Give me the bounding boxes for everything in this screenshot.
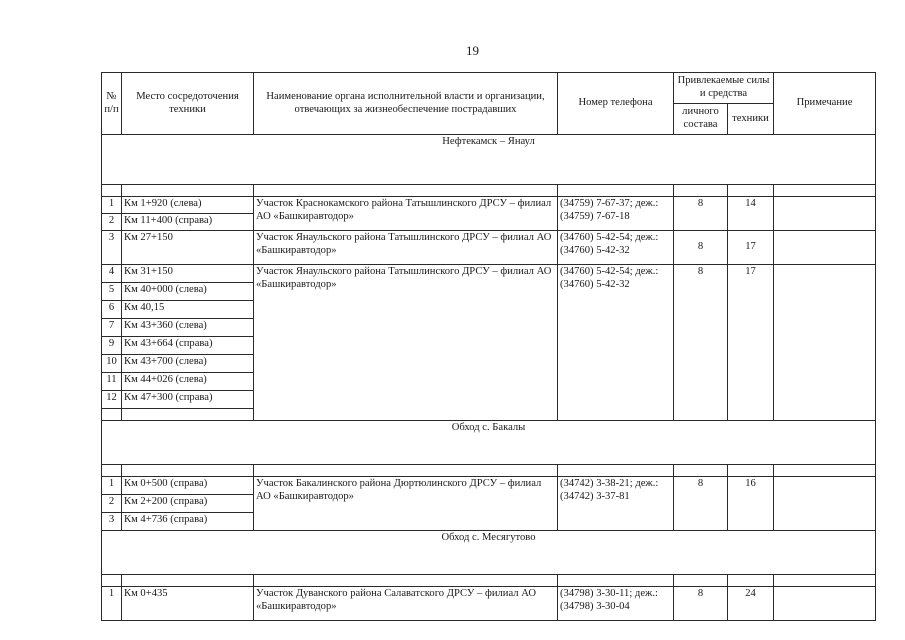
row-phone: (34760) 5-42-54; деж.: (34760) 5-42-32 xyxy=(558,231,674,265)
row-organization: Участок Краснокамского района Татышлинского ДРСУ – филиал АО «Башкиравтодор» xyxy=(254,197,558,231)
row-personnel: 8 xyxy=(674,197,728,231)
row-number: 7 xyxy=(102,319,122,337)
section-header xyxy=(102,135,876,185)
row-place: Км 40+000 (слева) xyxy=(122,283,254,301)
row-number: 11 xyxy=(102,373,122,391)
row-number: 2 xyxy=(102,495,122,513)
row-place: Км 47+300 (справа) xyxy=(122,391,254,409)
section-header xyxy=(102,531,876,575)
row-number: 10 xyxy=(102,355,122,373)
section-title: Обход с. Месягутово xyxy=(102,531,876,575)
row-equipment: 24 xyxy=(728,587,774,621)
row-note xyxy=(774,231,876,265)
row-number: 9 xyxy=(102,337,122,355)
row-note xyxy=(774,587,876,621)
page-number: 19 xyxy=(466,43,479,58)
row-note xyxy=(774,197,876,231)
header-note: Примечание xyxy=(774,73,876,135)
row-personnel: 8 xyxy=(674,477,728,531)
row-number: 1 xyxy=(102,477,122,495)
row-number: 5 xyxy=(102,283,122,301)
table-row xyxy=(102,265,876,283)
row-equipment: 16 xyxy=(728,477,774,531)
row-number: 3 xyxy=(102,513,122,531)
row-personnel: 8 xyxy=(674,587,728,621)
row-place: Км 1+920 (слева) xyxy=(122,197,254,214)
row-place: Км 11+400 (справа) xyxy=(122,214,254,231)
row-organization: Участок Янаульского района Татышлинского ДРСУ – филиал АО «Башкиравтодор» xyxy=(254,231,558,265)
row-place: Км 43+700 (слева) xyxy=(122,355,254,373)
header-row xyxy=(102,73,876,104)
header-forces: Привлекаемые силы и средства xyxy=(674,73,774,104)
section-title: Нефтекамск – Янаул xyxy=(102,135,876,185)
row-phone: (34798) 3-30-11; деж.: (34798) 3-30-04 xyxy=(558,587,674,621)
row-equipment: 17 xyxy=(728,231,774,265)
row-phone: (34760) 5-42-54; деж.: (34760) 5-42-32 xyxy=(558,265,674,421)
row-place: Км 4+736 (справа) xyxy=(122,513,254,531)
row-place: Км 27+150 xyxy=(122,231,254,265)
row-place: Км 0+435 xyxy=(122,587,254,621)
row-equipment: 14 xyxy=(728,197,774,231)
header-phone: Номер телефона xyxy=(558,73,674,135)
header-place: Место сосредоточения техники xyxy=(122,73,254,135)
row-phone: (34759) 7-67-37; деж.: (34759) 7-67-18 xyxy=(558,197,674,231)
spacer-row xyxy=(102,575,876,587)
table-row xyxy=(102,197,876,214)
row-number: 2 xyxy=(102,214,122,231)
table-row xyxy=(102,587,876,621)
row-number: 12 xyxy=(102,391,122,409)
row-number: 3 xyxy=(102,231,122,265)
row-organization: Участок Дуванского района Салаватского ДРСУ – филиал АО «Башкиравтодор» xyxy=(254,587,558,621)
row-note xyxy=(774,477,876,531)
row-place: Км 31+150 xyxy=(122,265,254,283)
row-place: Км 2+200 (справа) xyxy=(122,495,254,513)
row-equipment: 17 xyxy=(728,265,774,421)
section-header xyxy=(102,421,876,465)
row-place: Км 44+026 (слева) xyxy=(122,373,254,391)
table-row xyxy=(102,477,876,495)
header-number: № п/п xyxy=(102,73,122,135)
row-number: 1 xyxy=(102,197,122,214)
spacer-row xyxy=(102,465,876,477)
header-organization: Наименование органа исполнительной власти и организации, отвечающих за жизнеобеспечение пострадавших xyxy=(254,73,558,135)
spacer-row xyxy=(102,185,876,197)
row-place: Км 43+664 (справа) xyxy=(122,337,254,355)
header-personnel: личного состава xyxy=(674,104,728,135)
row-note xyxy=(774,265,876,421)
header-equipment: техники xyxy=(728,104,774,135)
row-place: Км 40,15 xyxy=(122,301,254,319)
row-number: 4 xyxy=(102,265,122,283)
table-row xyxy=(102,231,876,265)
row-organization: Участок Янаульского района Татышлинского ДРСУ – филиал АО «Башкиравтодор» xyxy=(254,265,558,421)
row-phone: (34742) 3-38-21; деж.: (34742) 3-37-81 xyxy=(558,477,674,531)
row-organization: Участок Бакалинского района Дюртюлинского ДРСУ – филиал АО «Башкиравтодор» xyxy=(254,477,558,531)
row-personnel: 8 xyxy=(674,265,728,421)
row-number: 1 xyxy=(102,587,122,621)
row-personnel: 8 xyxy=(674,231,728,265)
row-place: Км 0+500 (справа) xyxy=(122,477,254,495)
section-title: Обход с. Бакалы xyxy=(102,421,876,465)
row-number: 6 xyxy=(102,301,122,319)
row-place: Км 43+360 (слева) xyxy=(122,319,254,337)
equipment-table xyxy=(101,72,876,621)
